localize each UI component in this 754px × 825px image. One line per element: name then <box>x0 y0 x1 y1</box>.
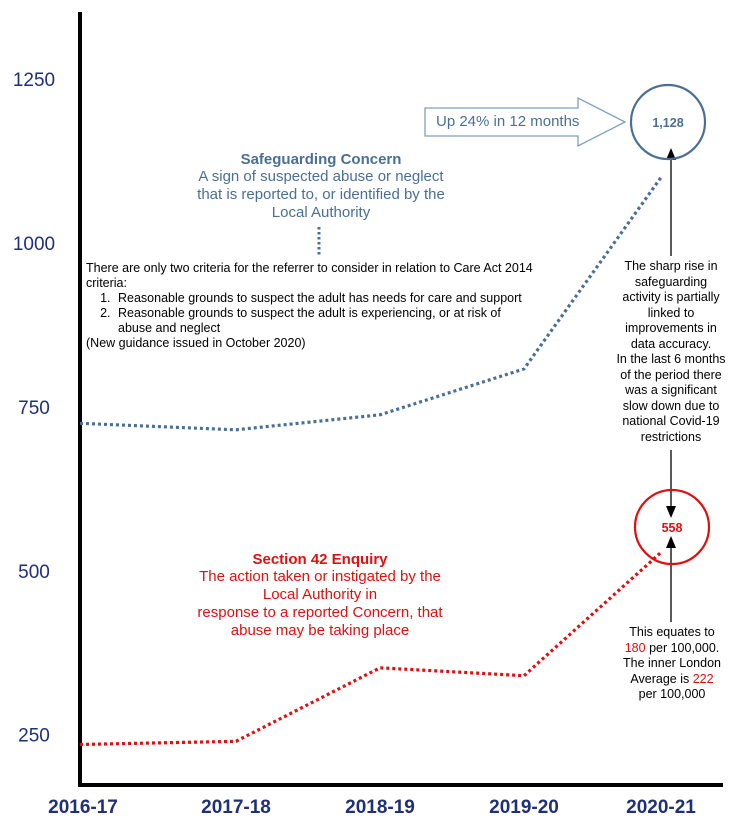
x-tick-labels <box>48 797 696 818</box>
criteria-item-1: 1. Reasonable grounds to suspect the adult has needs for care and support <box>114 291 538 306</box>
sharp-rise-line-7: In the last 6 months <box>616 352 726 366</box>
concern-line-1: A sign of suspected abuse or neglect <box>198 168 444 185</box>
concern-line-2: that is reported to, or identified by the <box>197 186 445 203</box>
sharp-rise-line-12: restrictions <box>640 429 702 444</box>
equates-line-5: per 100,000 <box>638 687 706 701</box>
concern-title: Safeguarding Concern <box>240 151 402 168</box>
sharp-rise-arrowhead-down <box>666 506 676 518</box>
x-tick-label: 2017-18 <box>201 797 271 818</box>
equates-line-2 <box>608 641 736 657</box>
y-tick-label: 1000 <box>12 234 56 255</box>
concern-annotation <box>160 151 482 222</box>
x-tick-label: 2016-17 <box>48 797 118 818</box>
criteria-annotation <box>86 261 538 351</box>
x-tick-label: 2019-20 <box>489 797 559 818</box>
sharp-rise-line-8: of the period there <box>620 367 722 382</box>
equates-line-4 <box>608 672 736 688</box>
rate-suffix: per 100,000. <box>645 640 720 655</box>
highlight-value-label: 558 <box>661 521 683 535</box>
y-tick-label: 1250 <box>12 70 56 92</box>
y-tick-label: 500 <box>18 561 50 583</box>
equates-arrowhead-up <box>666 536 676 548</box>
sharp-rise-line-11: national Covid-19 <box>622 414 720 428</box>
growth-arrow-label: Up 24% in 12 months <box>436 113 580 130</box>
sharp-rise-line-5: improvements in <box>625 321 717 335</box>
equates-line-1: This equates to <box>629 625 715 639</box>
criteria-list <box>86 291 538 336</box>
sharp-rise-line-2: safeguarding <box>634 274 708 289</box>
y-tick-label: 750 <box>18 397 50 419</box>
avg-value: 222 <box>692 671 714 686</box>
criteria-note: (New guidance issued in October 2020) <box>86 336 306 350</box>
concern-line-3: Local Authority <box>271 204 371 221</box>
sharp-rise-line-3: activity is partially <box>622 290 720 304</box>
criteria-item-2: 2. Reasonable grounds to suspect the adult is experiencing, or at risk of abuse and neglect <box>114 306 538 336</box>
enquiry-line-2: Local Authority in <box>262 586 378 603</box>
x-tick-label: 2020-21 <box>626 797 696 818</box>
enquiry-title: Section 42 Enquiry <box>252 551 388 568</box>
highlight-value-label: 1,128 <box>652 116 684 130</box>
equates-annotation <box>608 625 736 703</box>
criteria-intro: There are only two criteria for the referrer to consider in relation to Care Act 2014 criteria: <box>86 261 533 290</box>
sharp-rise-line-6: data accuracy. <box>630 336 712 351</box>
enquiry-line-3: response to a reported Concern, that <box>197 604 443 621</box>
sharp-rise-annotation <box>600 259 742 445</box>
x-tick-label: 2018-19 <box>345 797 415 818</box>
sharp-rise-line-4: linked to <box>647 305 695 320</box>
equates-line-3: The inner London <box>623 656 721 670</box>
sharp-rise-line-10: slow down due to <box>622 398 720 413</box>
avg-prefix: Average is <box>630 671 693 686</box>
enquiry-line-4: abuse may be taking place <box>230 622 410 639</box>
enquiry-line-1: The action taken or instigated by the <box>199 568 441 585</box>
y-tick-labels <box>13 70 55 747</box>
y-tick-label: 250 <box>18 725 50 747</box>
sharp-rise-line-9: was a significant <box>625 383 717 397</box>
sharp-rise-line-1: The sharp rise in <box>624 259 718 273</box>
rate-value: 180 <box>624 640 646 655</box>
enquiry-annotation <box>150 551 490 640</box>
